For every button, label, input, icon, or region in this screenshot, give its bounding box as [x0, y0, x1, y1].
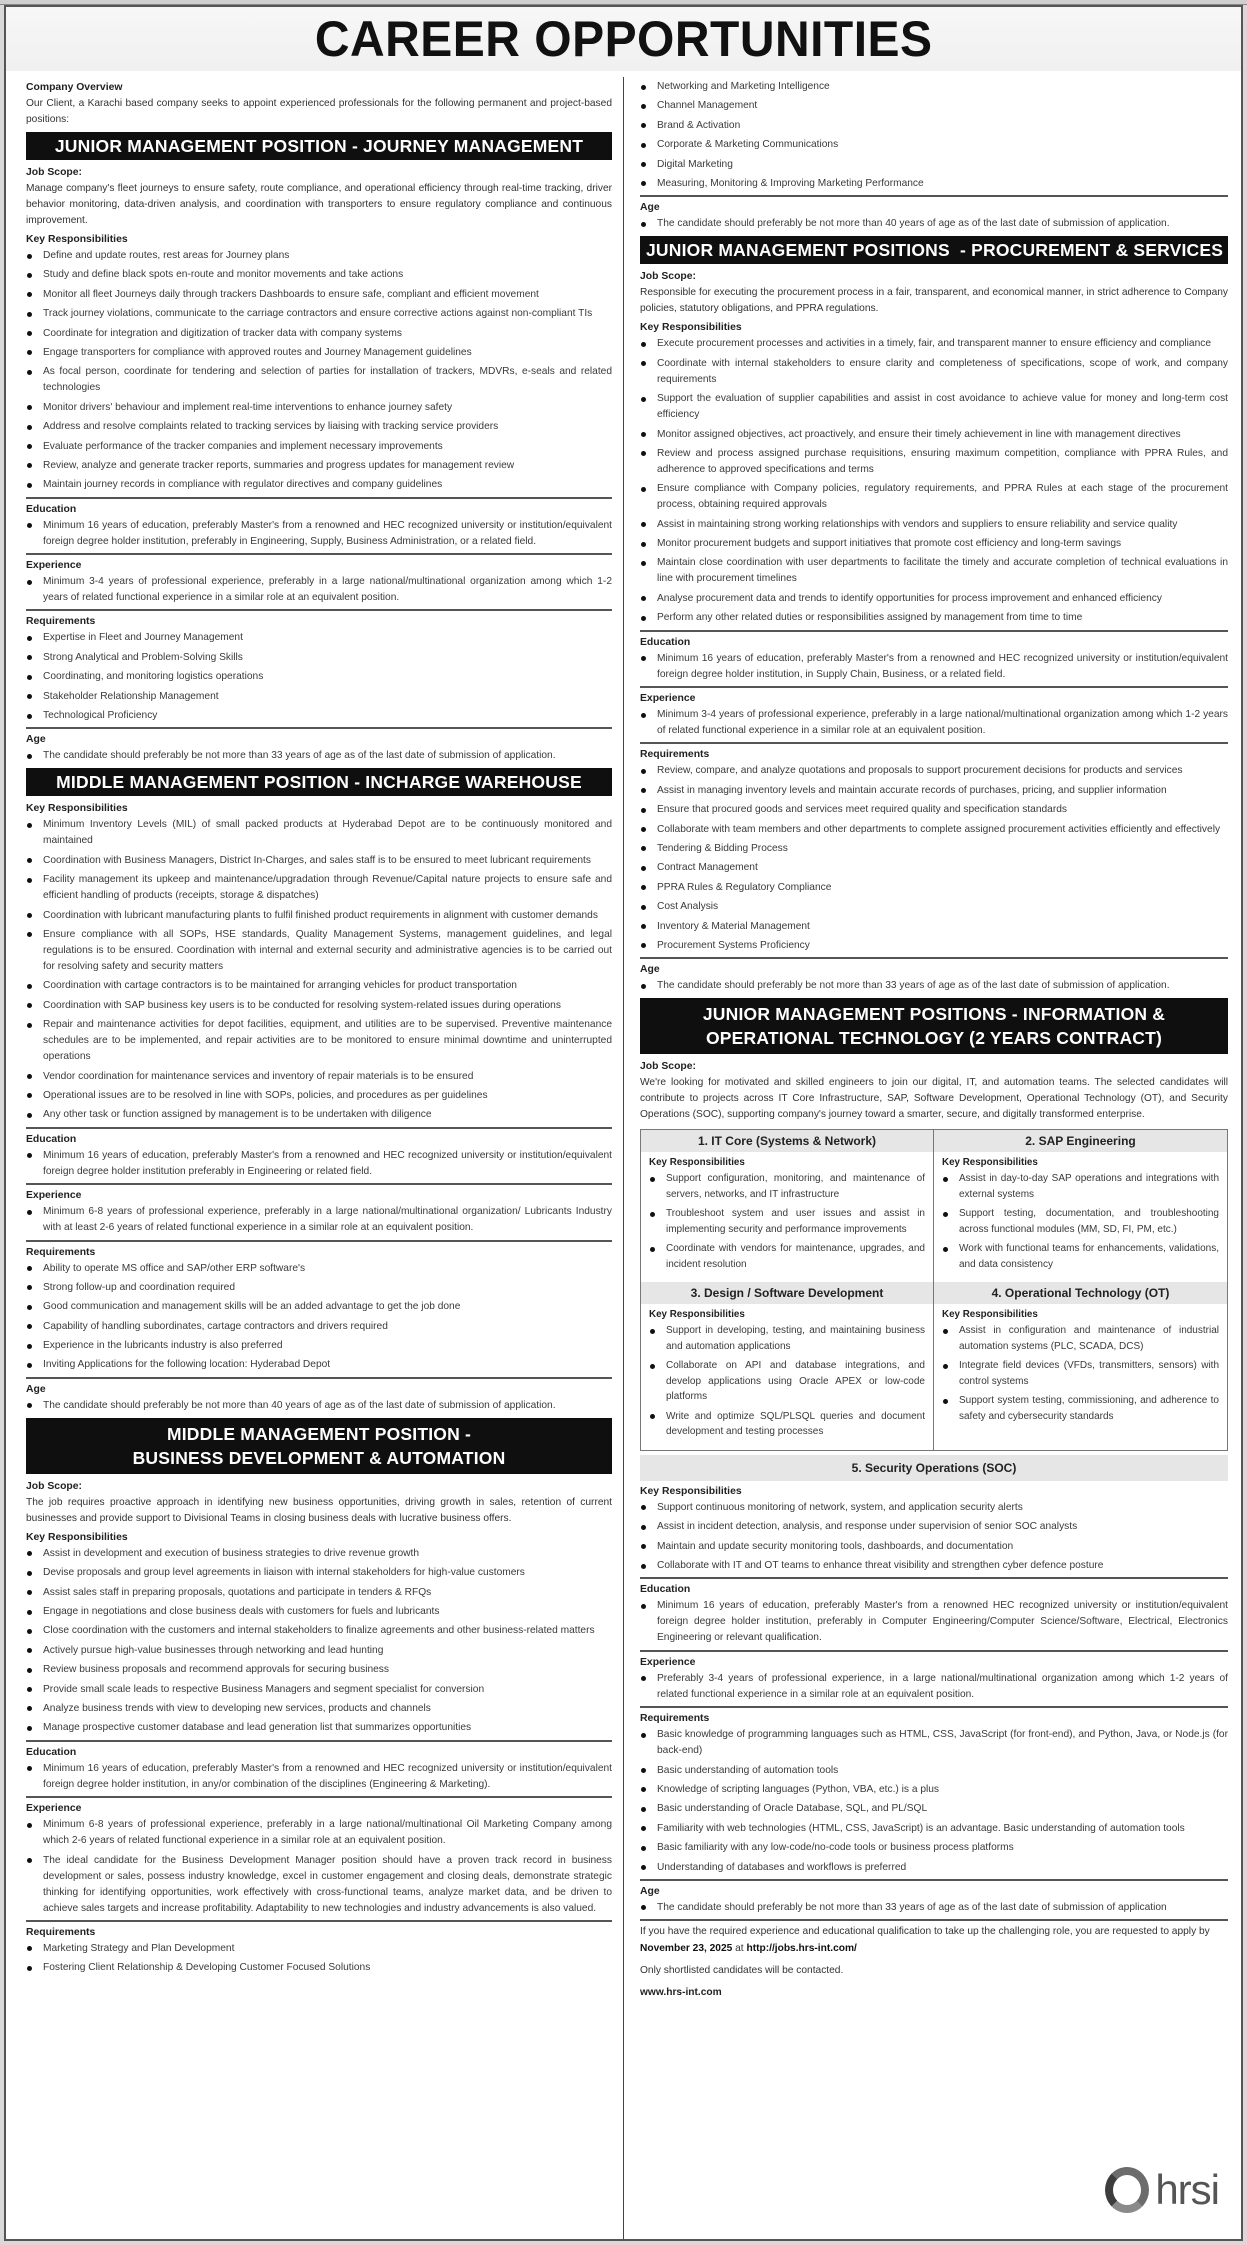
list-item: Minimum 16 years of education, preferably Master's from a renowned and HEC recognized university or institution/equivalent foreign degree holder institution preferably in Engineering or related field.: [26, 1148, 612, 1180]
warehouse-age-list: [26, 1398, 612, 1414]
list-item: Minimum 3-4 years of professional experience, preferably in a large national/multinational organization among which 1-2 years of related functional experience in a similar role at an equivalent position.: [640, 707, 1228, 739]
list-item: Ensure that procured goods and services meet required quality and specification standards: [640, 802, 1228, 818]
list-item: Integrate field devices (VFDs, transmitters, sensors) with control systems: [942, 1358, 1219, 1389]
list-item: Coordination with cartage contractors is to be maintained for arranging vehicles for product transportation: [26, 978, 612, 994]
list-item: The candidate should preferably be not more than 33 years of age as of the last date of submission of application.: [26, 748, 612, 764]
list-item: Assist in development and execution of business strategies to drive revenue growth: [26, 1546, 612, 1562]
iot-title-line1: JUNIOR MANAGEMENT POSITIONS - INFORMATION &: [702, 1004, 1166, 1025]
journey-scope-label: Job Scope:: [26, 167, 83, 178]
procurement-resp-label: Key Responsibilities: [640, 322, 742, 334]
track-sap: [934, 1130, 1227, 1282]
list-item: Experience in the lubricants industry is also preferred: [26, 1338, 612, 1354]
track-resp-list: [649, 1171, 925, 1272]
journey-age-label: Age: [26, 734, 46, 746]
divider: [640, 1577, 1228, 1579]
track-software-dev: [641, 1282, 934, 1450]
section-banner-bizdev: [26, 1418, 612, 1474]
list-item: Assist in incident detection, analysis, and response under supervision of senior SOC analysts: [640, 1519, 1228, 1535]
soc-title: 5. Security Operations (SOC): [640, 1455, 1228, 1481]
divider: [26, 1740, 612, 1742]
list-item: Vendor coordination for maintenance services and inventory of repair materials is to be ensured: [26, 1069, 612, 1085]
bizdev-req-list-left: [26, 1941, 612, 1976]
list-item: Minimum 16 years of education, preferably Master's from a renowned and HEC recognized university or institution/equivalent foreign degree holder institution, in any/or combination of the disciplines (Engineering & Marketing).: [26, 1761, 612, 1793]
divider: [26, 497, 612, 499]
iot-edu-label: Education: [640, 1584, 691, 1596]
list-item: Analyse procurement data and trends to identify opportunities for process improvement and enhanced efficiency: [640, 591, 1228, 607]
list-item: Networking and Marketing Intelligence: [640, 79, 1228, 95]
warehouse-exp-label: Experience: [26, 1190, 82, 1202]
procurement-edu-label: Education: [640, 636, 691, 648]
procurement-edu-list: [640, 651, 1228, 683]
apply-mid: at: [732, 1943, 747, 1955]
logo-ring-icon: [1105, 2167, 1149, 2213]
header: [6, 7, 1241, 71]
divider: [26, 553, 612, 555]
list-item: Address and resolve complaints related to tracking services by liaising with tracking service providers: [26, 419, 612, 435]
list-item: Minimum Inventory Levels (MIL) of small packed products at Hyderabad Depot are to be continuously monitored and maintained: [26, 817, 612, 849]
list-item: Measuring, Monitoring & Improving Marketing Performance: [640, 176, 1228, 192]
iot-exp-list: [640, 1671, 1228, 1703]
bizdev-exp-list: [26, 1817, 612, 1916]
list-item: Support continuous monitoring of network, system, and application security alerts: [640, 1500, 1228, 1516]
bizdev-age-label: Age: [640, 202, 660, 214]
list-item: Understanding of databases and workflows is preferred: [640, 1860, 1228, 1876]
list-item: Minimum 16 years of education, preferably Master's from a renowned and HEC recognized university or institution/equivalent foreign degree holder institution, preferably in Engineering, Supply, Business Administration, or a related field.: [26, 518, 612, 550]
track-resp-label: Key Responsibilities: [649, 1309, 745, 1321]
bizdev-req-label: Requirements: [26, 1926, 96, 1938]
divider: [26, 1920, 612, 1922]
list-item: Fostering Client Relationship & Developing Customer Focused Solutions: [26, 1960, 612, 1976]
bizdev-req-list-right: [640, 79, 1228, 192]
list-item: Review, analyze and generate tracker reports, summaries and progress updates for management review: [26, 458, 612, 474]
list-item: Assist in maintaining strong working relationships with vendors and suppliers to ensure reliability and service quality: [640, 517, 1228, 533]
list-item: Cost Analysis: [640, 899, 1228, 915]
page-title: CAREER OPPORTUNITIES: [314, 11, 933, 67]
divider: [26, 1796, 612, 1798]
section-banner-procurement: JUNIOR MANAGEMENT POSITIONS - PROCUREMENT & SERVICES: [640, 236, 1228, 264]
track-title: 3. Design / Software Development: [641, 1282, 933, 1304]
iot-scope-text: We're looking for motivated and skilled engineers to join our digital, IT, and automation teams. The selected candidates will contribute to projects across IT Core Infrastructure, SAP, Software Development, Operational Technology (OT), and Security Operations (SOC), supporting company's journey toward a smarter, secure, and digitally transformed enterprise.: [640, 1077, 1228, 1121]
list-item: Brand & Activation: [640, 118, 1228, 134]
list-item: The candidate should preferably be not more than 40 years of age as of the last date of submission of application.: [640, 216, 1228, 232]
hrsi-logo: [1105, 2167, 1219, 2213]
list-item: Monitor procurement budgets and support initiatives that promote cost efficiency and long-term savings: [640, 536, 1228, 552]
track-resp-list: [649, 1323, 925, 1440]
list-item: Basic understanding of Oracle Database, SQL, and PL/SQL: [640, 1801, 1228, 1817]
list-item: Monitor all fleet Journeys daily through trackers Dashboards to ensure safe, compliant and efficient movement: [26, 287, 612, 303]
list-item: Knowledge of scripting languages (Python, VBA, etc.) is a plus: [640, 1782, 1228, 1798]
journey-edu-list: [26, 518, 612, 550]
bizdev-resp-label: Key Responsibilities: [26, 1531, 128, 1543]
list-item: Review and process assigned purchase requisitions, ensuring maximum competition, compliance with PPRA Rules, and adherence to approved specifications and terms: [640, 446, 1228, 478]
list-item: Corporate & Marketing Communications: [640, 137, 1228, 153]
list-item: Collaborate on API and database integrations, and develop applications using Oracle APEX or low-code platforms: [649, 1358, 925, 1405]
list-item: Review, compare, and analyze quotations and proposals to support procurement decisions for products and services: [640, 763, 1228, 779]
divider: [26, 1377, 612, 1379]
list-item: The ideal candidate for the Business Development Manager position should have a proven track record in business development or sales, possess industry knowledge, excel in customer engagement and closing deals, demonstrate strategic thinking for identifying opportunities, work effectively with cross-functional teams, analyze market data, and be driven to achieve sales targets and increase profitability. Adaptability to new technologies and industry advancements is also valued.: [26, 1853, 612, 1917]
list-item: Ensure compliance with all SOPs, HSE standards, Quality Management Systems, management guidelines, and legal regulations is to be ensured. Coordination with internal and external security and administrative agencies is to be carried out for resolving safety and security matters: [26, 927, 612, 975]
iot-edu-list: [640, 1598, 1228, 1646]
list-item: Stakeholder Relationship Management: [26, 689, 612, 705]
list-item: Support system testing, commissioning, and adherence to safety and cybersecurity standards: [942, 1393, 1219, 1424]
list-item: Minimum 16 years of education, preferably Master's from a renowned and HEC recognized university or institution/equivalent foreign degree holder institution, in Supply Chain, Business, or a related field.: [640, 651, 1228, 683]
list-item: Tendering & Bidding Process: [640, 841, 1228, 857]
track-resp-label: Key Responsibilities: [942, 1309, 1038, 1321]
iot-age-list: [640, 1900, 1228, 1916]
list-item: Inviting Applications for the following location: Hyderabad Depot: [26, 1357, 612, 1373]
iot-exp-label: Experience: [640, 1656, 696, 1668]
journey-resp-label: Key Responsibilities: [26, 234, 128, 245]
journey-exp-list: [26, 574, 612, 606]
list-item: Manage prospective customer database and lead generation list that summarizes opportunities: [26, 1720, 612, 1736]
journey-resp-list: [26, 248, 612, 493]
procurement-age-label: Age: [640, 964, 660, 976]
list-item: Write and optimize SQL/PLSQL queries and document development and testing processes: [649, 1409, 925, 1440]
track-title: 1. IT Core (Systems & Network): [641, 1130, 933, 1152]
journey-edu-label: Education: [26, 503, 77, 515]
journey-age-list: [26, 748, 612, 764]
list-item: Coordinate with vendors for maintenance, upgrades, and incident resolution: [649, 1241, 925, 1272]
bizdev-edu-label: Education: [26, 1746, 77, 1758]
iot-scope-label: Job Scope:: [640, 1061, 697, 1073]
shortlist-note: Only shortlisted candidates will be contacted.: [640, 1965, 844, 1977]
list-item: Expertise in Fleet and Journey Management: [26, 630, 612, 646]
list-item: Technological Proficiency: [26, 708, 612, 724]
divider: [640, 957, 1228, 959]
divider: [640, 742, 1228, 744]
list-item: Channel Management: [640, 98, 1228, 114]
divider: [26, 609, 612, 611]
list-item: Ensure compliance with Company policies, regulatory requirements, and PPRA Rules at each stage of the procurement process, obtaining required approvals: [640, 481, 1228, 513]
journey-exp-label: Experience: [26, 560, 82, 572]
procurement-req-label: Requirements: [640, 749, 710, 761]
left-column: [6, 73, 623, 2239]
bizdev-exp-label: Experience: [26, 1803, 82, 1815]
warehouse-resp-list: [26, 817, 612, 1123]
list-item: The candidate should preferably be not more than 33 years of age as of the last date of submission of application: [640, 1900, 1228, 1916]
list-item: Support testing, documentation, and troubleshooting across functional modules (MM, SD, FI, PM, etc.): [942, 1206, 1219, 1237]
list-item: Review business proposals and recommend approvals for securing business: [26, 1662, 612, 1678]
website-link[interactable]: www.hrs-int.com: [640, 1987, 722, 1999]
list-item: Support in developing, testing, and maintaining business and automation applications: [649, 1323, 925, 1354]
list-item: Track journey violations, communicate to the carriage contractors and ensure corrective actions against non-compliant TIs: [26, 306, 612, 322]
list-item: As focal person, coordinate for tendering and selection of parties for installation of trackers, MDVRs, e-seals and related technologies: [26, 364, 612, 396]
list-item: Provide small scale leads to respective Business Managers and segment specialist for conversion: [26, 1682, 612, 1698]
divider: [640, 195, 1228, 197]
procurement-scope-label: Job Scope:: [640, 271, 697, 283]
divider: [26, 1240, 612, 1242]
list-item: Coordination with lubricant manufacturing plants to fulfil finished product requirements in alignment with customer demands: [26, 908, 612, 924]
list-item: Capability of handling subordinates, cartage contractors and drivers required: [26, 1319, 612, 1335]
section-banner-iot: [640, 998, 1228, 1054]
warehouse-req-list: [26, 1261, 612, 1374]
list-item: Engage in negotiations and close business deals with customers for fuels and lubricants: [26, 1604, 612, 1620]
bizdev-age-list: [640, 216, 1228, 232]
list-item: Assist sales staff in preparing proposals, quotations and participate in tenders & RFQs: [26, 1585, 612, 1601]
list-item: Digital Marketing: [640, 157, 1228, 173]
list-item: Maintain close coordination with user departments to facilitate the timely and accurate completion of technical evaluations in line with procurement timelines: [640, 555, 1228, 587]
bizdev-title-line1: MIDDLE MANAGEMENT POSITION -: [166, 1423, 472, 1444]
list-item: Coordinating, and monitoring logistics operations: [26, 669, 612, 685]
list-item: Repair and maintenance activities for depot facilities, equipment, and utilities are to be supervised. Preventive maintenance schedules are to be implemented, and repair activities are to be monitored to ensure minimal downtime and uninterrupted operations: [26, 1017, 612, 1065]
divider: [640, 1706, 1228, 1708]
list-item: Execute procurement processes and activities in a timely, fair, and transparent manner to ensure efficiency and compliance: [640, 336, 1228, 352]
list-item: Engage transporters for compliance with approved routes and Journey Management guidelines: [26, 345, 612, 361]
section-banner-journey: JUNIOR MANAGEMENT POSITION - JOURNEY MANAGEMENT: [26, 132, 612, 160]
list-item: Maintain journey records in compliance with regulator directives and company guidelines: [26, 477, 612, 493]
journey-req-list: [26, 630, 612, 724]
list-item: Coordinate with internal stakeholders to ensure clarity and completeness of specifications, scope of work, and company requirements: [640, 356, 1228, 388]
list-item: Minimum 6-8 years of professional experience, preferably in a large national/multinational Oil Marketing Company among which 2-6 years of related functional experience in a similar role at an equivalent position.: [26, 1817, 612, 1849]
divider: [640, 1919, 1228, 1921]
warehouse-exp-list: [26, 1204, 612, 1236]
track-ot: [934, 1282, 1227, 1450]
list-item: Operational issues are to be resolved in line with SOPs, policies, and procedures as per guidelines: [26, 1088, 612, 1104]
list-item: Study and define black spots en-route and monitor movements and take actions: [26, 267, 612, 283]
track-title: 4. Operational Technology (OT): [934, 1282, 1227, 1304]
track-resp-label: Key Responsibilities: [649, 1157, 745, 1169]
iot-age-label: Age: [640, 1885, 660, 1897]
list-item: Basic knowledge of programming languages such as HTML, CSS, JavaScript (for front-end), and Python, Java, or Node.js (for back-end): [640, 1727, 1228, 1759]
list-item: Perform any other related duties or responsibilities assigned by management from time to time: [640, 610, 1228, 626]
list-item: Inventory & Material Management: [640, 919, 1228, 935]
bizdev-title-line2: BUSINESS DEVELOPMENT & AUTOMATION: [132, 1447, 506, 1468]
procurement-exp-list: [640, 707, 1228, 739]
warehouse-age-label: Age: [26, 1383, 46, 1395]
list-item: Collaborate with IT and OT teams to enhance threat visibility and strengthen cyber defence posture: [640, 1558, 1228, 1574]
list-item: Familiarity with web technologies (HTML, CSS, JavaScript) is an advantage. Basic understanding of automation tools: [640, 1821, 1228, 1837]
list-item: Preferably 3-4 years of professional experience, in a large national/multinational organization among which 1-2 years of related functional experience in a similar role at an equivalent position.: [640, 1671, 1228, 1703]
track-it-core: [641, 1130, 934, 1282]
track-title: 2. SAP Engineering: [934, 1130, 1227, 1152]
procurement-req-list: [640, 763, 1228, 954]
list-item: Strong follow-up and coordination required: [26, 1280, 612, 1296]
iot-req-list: [640, 1727, 1228, 1875]
divider: [640, 686, 1228, 688]
list-item: Work with functional teams for enhancements, validations, and data consistency: [942, 1241, 1219, 1272]
apply-prefix: If you have the required experience and educational qualification to take up the challenging role, you are requested to apply by: [640, 1926, 1210, 1938]
track-resp-label: Key Responsibilities: [942, 1157, 1038, 1169]
divider: [26, 1127, 612, 1129]
list-item: Coordinate for integration and digitization of tracker data with company systems: [26, 326, 612, 342]
warehouse-edu-label: Education: [26, 1133, 77, 1145]
bizdev-resp-list: [26, 1546, 612, 1737]
right-column: [623, 77, 1241, 2239]
list-item: Assist in configuration and maintenance of industrial automation systems (PLC, SCADA, DCS): [942, 1323, 1219, 1354]
list-item: Define and update routes, rest areas for Journey plans: [26, 248, 612, 264]
apply-link[interactable]: http://jobs.hrs-int.com/: [746, 1943, 857, 1955]
list-item: Good communication and management skills will be an added advantage to get the job done: [26, 1299, 612, 1315]
section-banner-warehouse: MIDDLE MANAGEMENT POSITION - INCHARGE WAREHOUSE: [26, 768, 612, 796]
list-item: Strong Analytical and Problem-Solving Skills: [26, 650, 612, 666]
list-item: Procurement Systems Proficiency: [640, 938, 1228, 954]
list-item: Close coordination with the customers and internal stakeholders to finalize agreements and other business-related matters: [26, 1623, 612, 1639]
list-item: Minimum 16 years of education, preferably Master's from a renowned HEC recognized university or institution/equivalent foreign degree holder institution, preferably in Computer Engineering/Computer Science/Software, Electrical, Electronics Engineering or relevant qualification.: [640, 1598, 1228, 1646]
track-resp-list: [942, 1171, 1219, 1272]
journey-scope-text: Manage company's fleet journeys to ensure safety, route compliance, and operational efficiency through real-time tracking, driver behavior monitoring, data-driven analysis, and coordination with transporters to ensure regulatory compliance and continuous improvement.: [26, 183, 612, 226]
divider: [26, 727, 612, 729]
advertisement-page: [4, 5, 1243, 2241]
list-item: Devise proposals and group level agreements in liaison with internal stakeholders for high-value customers: [26, 1565, 612, 1581]
apply-deadline: November 23, 2025: [640, 1943, 733, 1955]
bizdev-scope-label: Job Scope:: [26, 1480, 83, 1492]
overview-heading: Company Overview: [26, 82, 123, 93]
list-item: Facility management its upkeep and maintenance/upgradation through Revenue/Capital nature projects to ensure safe and efficient handling of products (receipts, storage & dispatches): [26, 872, 612, 904]
list-item: Assist in managing inventory levels and maintain accurate records of purchases, pricing, and supplier information: [640, 783, 1228, 799]
list-item: Marketing Strategy and Plan Development: [26, 1941, 612, 1957]
list-item: Coordination with SAP business key users is to be conducted for resolving system-related issues during operations: [26, 998, 612, 1014]
procurement-age-list: [640, 978, 1228, 994]
divider: [640, 1650, 1228, 1652]
list-item: PPRA Rules & Regulatory Compliance: [640, 880, 1228, 896]
procurement-scope-text: Responsible for executing the procurement process in a fair, transparent, and economical manner, in strict adherence to Company policies, statutory obligations, and PPRA regulations.: [640, 287, 1228, 315]
procurement-exp-label: Experience: [640, 693, 696, 705]
list-item: Ability to operate MS office and SAP/other ERP software's: [26, 1261, 612, 1277]
journey-req-label: Requirements: [26, 616, 96, 628]
procurement-resp-list: [640, 336, 1228, 626]
list-item: Monitor drivers' behaviour and implement real-time interventions to enhance journey safety: [26, 400, 612, 416]
list-item: Assist in day-to-day SAP operations and integrations with external systems: [942, 1171, 1219, 1202]
iot-req-label: Requirements: [640, 1713, 710, 1725]
list-item: Actively pursue high-value businesses through networking and lead hunting: [26, 1643, 612, 1659]
soc-resp-label: Key Responsibilities: [640, 1485, 742, 1497]
track-resp-list: [942, 1323, 1219, 1424]
divider: [640, 630, 1228, 632]
apply-instructions: [640, 1923, 1228, 1957]
list-item: Minimum 6-8 years of professional experience, preferably in a large national/multinational organization/ Lubricants Industry with at least 2-6 years of related functional experience in a similar role at an equivalent position.: [26, 1204, 612, 1236]
bizdev-scope-text: The job requires proactive approach in identifying new business opportunities, driving growth in sales, retention of current businesses and provide support to Divisional Teams in closing business deals with lucrative business offers.: [26, 1496, 612, 1524]
list-item: Monitor assigned objectives, act proactively, and ensure their timely achievement in line with management directives: [640, 427, 1228, 443]
list-item: Collaborate with team members and other departments to complete assigned procurement activities efficiently and effectively: [640, 822, 1228, 838]
list-item: The candidate should preferably be not more than 33 years of age as of the last date of submission of application.: [640, 978, 1228, 994]
divider: [26, 1183, 612, 1185]
list-item: Any other task or function assigned by management is to be undertaken with diligence: [26, 1107, 612, 1123]
list-item: Evaluate performance of the tracker companies and implement necessary improvements: [26, 439, 612, 455]
list-item: Troubleshoot system and user issues and assist in implementing security and performance improvements: [649, 1206, 925, 1237]
list-item: Minimum 3-4 years of professional experience, preferably in a large national/multinational organization among which 1-2 years of related functional experience in a similar role at an equivalent position.: [26, 574, 612, 606]
list-item: Support the evaluation of supplier capabilities and assist in cost avoidance to achieve value for money and long-term cost efficiency: [640, 391, 1228, 423]
divider: [640, 1879, 1228, 1881]
list-item: The candidate should preferably be not more than 40 years of age as of the last date of submission of application.: [26, 1398, 612, 1414]
list-item: Basic understanding of automation tools: [640, 1763, 1228, 1779]
list-item: Basic familiarity with any low-code/no-code tools or business process platforms: [640, 1840, 1228, 1856]
list-item: Coordination with Business Managers, District In-Charges, and sales staff is to be ensured to meet lubricant requirements: [26, 853, 612, 869]
warehouse-req-label: Requirements: [26, 1246, 96, 1258]
soc-resp-list: [640, 1500, 1228, 1574]
iot-title-line2: OPERATIONAL TECHNOLOGY (2 YEARS CONTRACT): [705, 1028, 1163, 1049]
list-item: Maintain and update security monitoring tools, dashboards, and documentation: [640, 1539, 1228, 1555]
list-item: Contract Management: [640, 860, 1228, 876]
warehouse-edu-list: [26, 1148, 612, 1180]
columns: [6, 73, 1241, 2239]
overview-text: Our Client, a Karachi based company seeks to appoint experienced professionals for the following permanent and project-based positions:: [26, 98, 612, 125]
list-item: Support configuration, monitoring, and maintenance of servers, networks, and IT infrastructure: [649, 1171, 925, 1202]
warehouse-resp-label: Key Responsibilities: [26, 803, 128, 815]
list-item: Analyze business trends with view to developing new services, products and channels: [26, 1701, 612, 1717]
logo-text: hrsi: [1155, 2166, 1219, 2213]
tracks-grid: [640, 1129, 1228, 1451]
bizdev-edu-list: [26, 1761, 612, 1793]
